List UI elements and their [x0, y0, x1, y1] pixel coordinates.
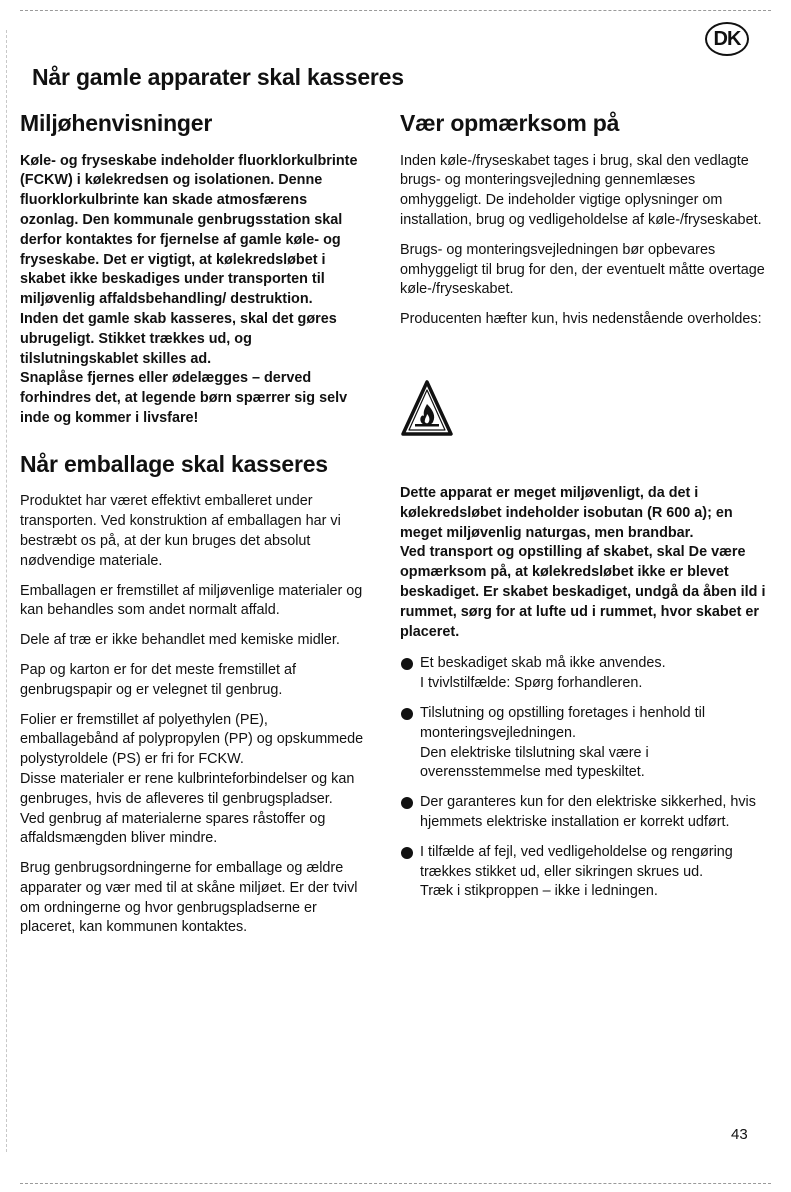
attention-paragraph-3: Producenten hæfter kun, hvis nedenstående overholdes:: [400, 311, 762, 328]
packaging-paragraph-6: Disse materialer er rene kulbrinteforbindelser og kan genbruges, hvis de afleveres til genbrugspladser.: [20, 770, 355, 807]
list-item-line: Tilslutning og opstilling foretages i henhold til monteringsvejledningen.: [420, 704, 706, 741]
list-item: [400, 704, 772, 783]
packaging-paragraph-8: Brug genbrugsordningerne for emballage og ældre apparater og vær med til at skåne miljøet. Er der tvivl om ordningerne og hvor genbrugspladserne er placeret, kan kommunen kontaktes.: [20, 860, 358, 936]
packaging-paragraph-5: Folier er fremstillet af polyethylen (PE), emballagebånd af polypropylen (PP) og opskummede polystyroldele (PS) er fri for FCKW.: [20, 711, 364, 768]
list-item: [400, 654, 772, 694]
isobutane-warning-paragraph: Dette apparat er meget miljøvenligt, da det i kølekredsløbet indeholder isobutan (R 600 a); en meget miljøvenlig naturgas, men brandbar.: [400, 484, 733, 541]
right-column: [400, 110, 772, 912]
scan-edge-top: [20, 10, 771, 11]
packaging-paragraph-1: Produktet har været effektivt emballeret under transporten. Ved konstruktion af emballagen har vi bestræbt os på, at der kun bruges det absolut nødvendige materiale.: [20, 493, 341, 569]
precaution-list: [400, 654, 772, 902]
scan-edge-left: [6, 30, 7, 1152]
bullet-dot-icon: [401, 658, 413, 670]
left-column: [20, 110, 365, 948]
list-item-line: Et beskadiget skab må ikke anvendes.: [420, 655, 666, 672]
packaging-paragraph-2: Emballagen er fremstillet af miljøvenlige materialer og kan behandles som andet normalt affald.: [20, 582, 363, 619]
section-heading-environment: Miljøhenvisninger: [20, 110, 213, 136]
scan-edge-bottom: [20, 1183, 771, 1184]
list-item-line: Den elektriske tilslutning skal være i overensstemmelse med typeskiltet.: [420, 744, 649, 781]
environment-paragraph-2: Inden det gamle skab kasseres, skal det gøres ubrugeligt. Stikket trækkes ud, og tilslutningskablet skilles ad.: [20, 310, 337, 367]
section-heading-packaging: Når emballage skal kasseres: [20, 450, 328, 477]
list-item-line: I tvivlstilfælde: Spørg forhandleren.: [420, 675, 643, 692]
section-heading-attention: Vær opmærksom på: [400, 110, 620, 136]
page-number: 43: [731, 1126, 748, 1143]
list-item-line: Træk i stikproppen – ikke i ledningen.: [420, 883, 658, 900]
environment-paragraph-1: Køle- og fryseskabe indeholder fluorklorkulbrinte (FCKW) i kølekredsen og isolationen. Denne fluorklorkulbrinte kan skade atmosfærens ozonlag. Den kommunale genbrugsstation skal derfor kontaktes for fjernelse af gamle køle- og fryseskabe. Det er vigtigt, at kølekredsløbet i skabet ikke beskadiges under transporten til miljøvenlig affaldsbehandling/ destruktion.: [20, 152, 358, 308]
list-item: [400, 793, 772, 833]
attention-paragraph-1: Inden køle-/fryseskabet tages i brug, skal den vedlagte brugs- og monteringsvejledning gennemlæses omhyggeligt. De indeholder vigtige oplysninger om installation, brug og vedligeholdelse af køle-/fryseskabet.: [400, 152, 762, 228]
transport-warning-paragraph: Ved transport og opstilling af skabet, skal De være opmærksom på, at kølekredsløbet ikke er blevet beskadiget. Er skabet beskadiget, undgå da åben ild i rummet, sørg for at lufte ud i rummet, hvor skabet er placeret.: [400, 544, 766, 640]
bullet-dot-icon: [401, 708, 413, 720]
list-item: [400, 843, 772, 902]
attention-paragraph-2: Brugs- og monteringsvejledningen bør opbevares omhyggeligt til brug for den, der eventuelt måtte overtage køle-/fryseskabet.: [400, 241, 765, 298]
country-badge: DK: [705, 22, 749, 56]
packaging-paragraph-3: Dele af træ er ikke behandlet med kemiske midler.: [20, 632, 340, 649]
packaging-paragraph-7: Ved genbrug af materialerne spares råstoffer og affaldsmængden bliver mindre.: [20, 810, 326, 847]
bullet-dot-icon: [401, 797, 413, 809]
environment-paragraph-3: Snaplåse fjernes eller ødelægges – derved forhindres det, at legende børn spærrer sig selv inde og kommer i livsfare!: [20, 370, 348, 426]
flammable-warning-triangle-icon: [400, 378, 454, 438]
list-item-line: Der garanteres kun for den elektriske sikkerhed, hvis hjemmets elektriske installation er korrekt udført.: [420, 794, 756, 830]
bullet-dot-icon: [401, 847, 413, 859]
page-title: Når gamle apparater skal kasseres: [32, 64, 404, 90]
list-item-line: I tilfælde af fejl, ved vedligeholdelse og rengøring trækkes stikket ud, eller sikringen skrues ud.: [420, 843, 733, 880]
packaging-paragraph-4: Pap og karton er for det meste fremstillet af genbrugspapir og er velegnet til genbrug.: [20, 661, 296, 698]
